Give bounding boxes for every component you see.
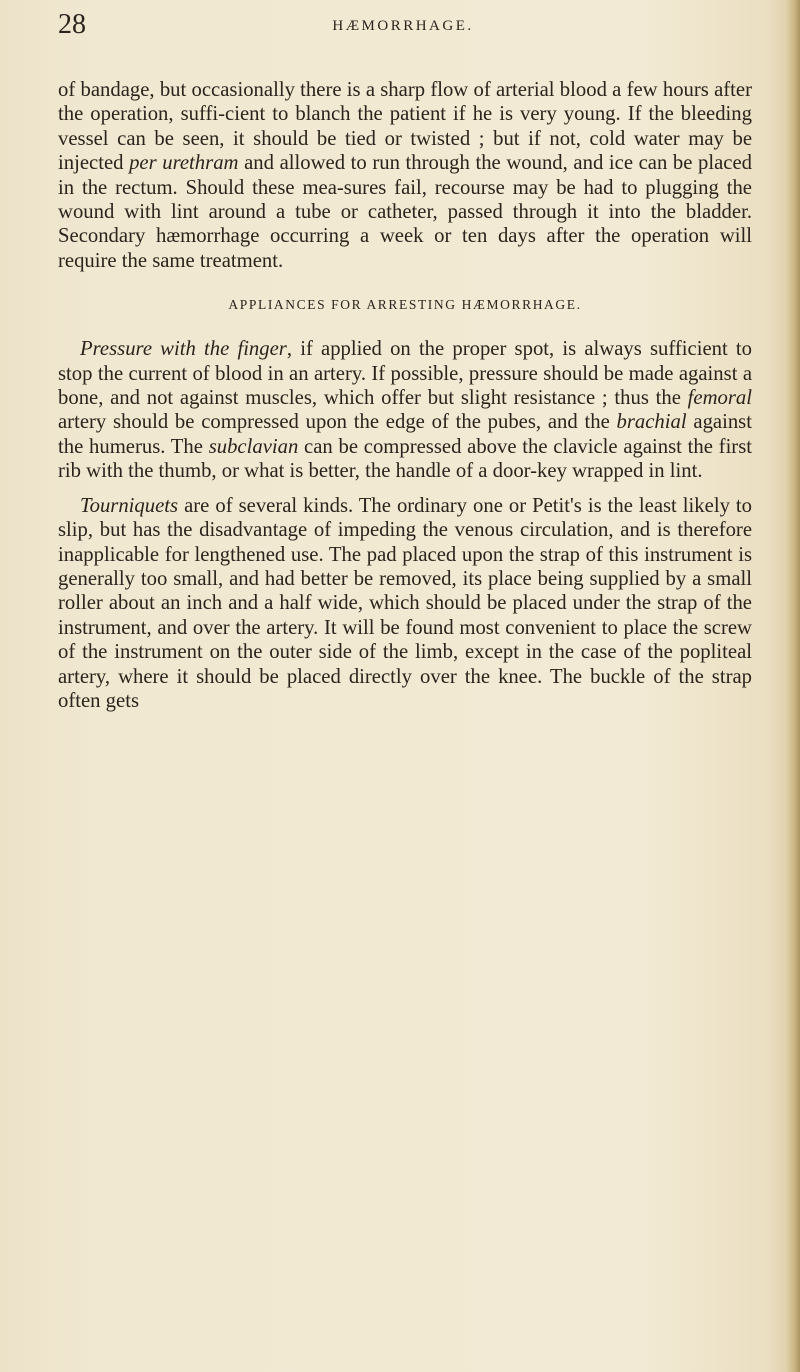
page-edge-shadow xyxy=(786,0,800,1372)
paragraph-tourniquets xyxy=(58,494,752,714)
section-heading: APPLIANCES FOR ARRESTING HÆMORRHAGE. xyxy=(228,297,582,313)
italic-term: Pressure with the finger xyxy=(80,338,287,361)
paragraph-text: , if applied on the proper spot, is always sufficient to stop the current of blood in an artery. If possible, pressure should be made against a bone, and not against muscles, which offer but slight resistance ; thus the xyxy=(58,338,752,410)
paragraph-gap xyxy=(58,484,752,494)
italic-term: subclavian xyxy=(208,435,299,458)
paragraph-text: of bandage, but occasionally there is a sharp flow of arterial blood a few hours after the operation, suffi-cient to blanch the patient if he is very young. If the bleeding vessel can be seen, it should be tied or twisted ; but if not, cold water may be injected xyxy=(58,79,752,175)
paragraph-text: against the humerus. The xyxy=(58,411,752,458)
paragraph-text: and allowed to run through the wound, and ice can be placed in the rectum. Should these mea-sures fail, recourse may be had to plugging the wound with lint around a tube or catheter, passed through it into the bladder. Secondary hæmorrhage occurring a week or ten days after the operation will require the same treatment. xyxy=(58,152,753,272)
paragraph-bandage xyxy=(58,78,752,273)
paragraph-text: are of several kinds. The ordinary one or Petit's is the least likely to slip, but has the disadvantage of impeding the venous circulation, and is therefore inapplicable for lengthened use. The pad placed upon the strap of this instrument is generally too small, and had better be removed, its place being supplied by a small roller about an inch and a half wide, which should be placed under the strap of the instrument, and over the artery. It will be found most convenient to place the screw of the instrument on the outer side of the limb, except in the case of the popliteal artery, where it should be placed directly over the knee. The buckle of the strap often gets xyxy=(58,494,752,712)
italic-term: per urethram xyxy=(129,152,239,175)
running-title: HÆMORRHAGE. xyxy=(332,18,474,34)
italic-term: femoral xyxy=(687,387,752,410)
body-text xyxy=(58,78,752,713)
paragraph-text: can be compressed above the clavicle against the first rib with the thumb, or what is better, the handle of a door-key wrapped in lint. xyxy=(58,435,752,483)
italic-term: brachial xyxy=(616,411,687,434)
italic-term: Tourniquets xyxy=(80,494,179,517)
paragraph-pressure xyxy=(58,337,752,483)
paragraph-text: artery should be compressed upon the edge of the pubes, and the xyxy=(58,411,617,434)
page-number: 28 xyxy=(58,9,86,40)
page-header xyxy=(58,8,748,48)
